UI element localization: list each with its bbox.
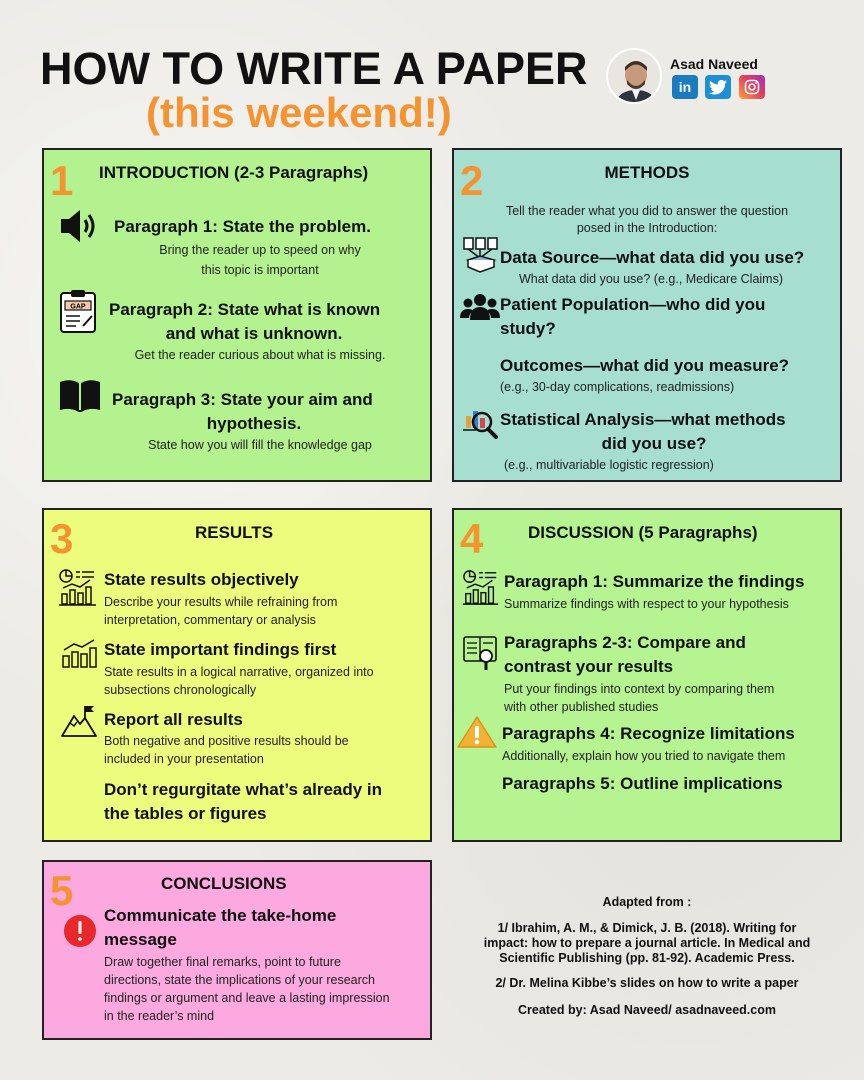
- methods-population-heading-1: Patient Population—who did you: [500, 295, 766, 314]
- section-title: METHODS: [604, 163, 690, 182]
- conclusions-heading-2: message: [104, 930, 177, 949]
- discussion-item2-heading-2: contrast your results: [504, 657, 674, 676]
- author-avatar: [606, 48, 662, 104]
- results-item2-desc-2: subsections chronologically: [104, 683, 257, 697]
- methods-outcomes-desc: (e.g., 30-day complications, readmissions): [500, 380, 735, 394]
- methods-statistics-heading-2: did you use?: [601, 434, 707, 453]
- speaker-icon: [58, 206, 100, 251]
- section-title: RESULTS: [194, 523, 274, 542]
- section-number: 3: [50, 515, 74, 562]
- twitter-icon[interactable]: [705, 75, 731, 99]
- intro-paragraph1-desc-1: Bring the reader up to speed on why: [159, 243, 361, 257]
- discussion-item3-heading: Paragraphs 4: Recognize limitations: [502, 724, 795, 743]
- results-item2-desc-1: State results in a logical narrative, organized into: [104, 665, 374, 679]
- results-item3-desc-2: included in your presentation: [104, 752, 264, 766]
- introduction-panel: [42, 148, 432, 482]
- results-item1-heading: State results objectively: [104, 570, 299, 589]
- section-number: 1: [50, 157, 74, 204]
- exclamation-icon: [63, 914, 97, 953]
- section-number: 2: [460, 157, 484, 204]
- methods-statistics-desc: (e.g., multivariable logistic regression): [504, 458, 714, 472]
- document-search-icon: [462, 634, 500, 677]
- results-item3-heading: Report all results: [104, 710, 243, 729]
- page-title: HOW TO WRITE A PAPER: [40, 43, 588, 94]
- results-item1-desc-2: interpretation, commentary or analysis: [104, 613, 316, 627]
- results-panel: [42, 508, 432, 842]
- growth-chart-icon: [60, 638, 98, 673]
- methods-lead-2: posed in the Introduction:: [576, 221, 718, 235]
- methods-lead-1: Tell the reader what you did to answer the question: [505, 204, 789, 218]
- discussion-item2-desc-2: with other published studies: [504, 700, 659, 714]
- methods-outcomes-heading: Outcomes—what did you measure?: [500, 356, 790, 375]
- chart-magnifier-icon: [462, 406, 500, 445]
- conclusions-desc-3: findings or argument and leave a lasting impression: [104, 991, 390, 1005]
- conclusions-desc-1: Draw together final remarks, point to future: [104, 955, 341, 969]
- database-icon: [462, 236, 500, 279]
- intro-paragraph3-heading-2: hypothesis.: [206, 414, 302, 433]
- mountain-flag-icon: [60, 704, 98, 743]
- methods-data-heading: Data Source—what data did you use?: [500, 248, 805, 267]
- discussion-item2-desc-1: Put your findings into context by comparing them: [504, 682, 775, 696]
- open-book-icon: [58, 378, 102, 417]
- reference-2: 2/ Dr. Melina Kibbe’s slides on how to write a paper: [495, 976, 799, 990]
- intro-paragraph1-heading: Paragraph 1: State the problem.: [114, 217, 371, 236]
- analytics-icon: [58, 568, 98, 611]
- methods-population-heading-2: study?: [500, 319, 556, 338]
- results-item3-desc-1: Both negative and positive results should be: [104, 734, 349, 748]
- adapted-from-label: Adapted from :: [602, 895, 692, 909]
- section-number: 4: [460, 515, 484, 562]
- methods-statistics-heading-1: Statistical Analysis—what methods: [500, 410, 786, 429]
- clipboard-gap-icon: [58, 288, 98, 339]
- discussion-item3-desc: Additionally, explain how you tried to navigate them: [502, 749, 786, 763]
- intro-paragraph3-desc: State how you will fill the knowledge gap: [148, 438, 372, 452]
- section-title: DISCUSSION (5 Paragraphs): [528, 523, 758, 542]
- discussion-item1-heading: Paragraph 1: Summarize the findings: [504, 572, 805, 591]
- gap-label: GAP: [70, 303, 86, 311]
- discussion-item1-desc: Summarize findings with respect to your hypothesis: [504, 597, 789, 611]
- section-title: INTRODUCTION (2-3 Paragraphs): [99, 163, 369, 182]
- discussion-item2-heading-1: Paragraphs 2-3: Compare and: [504, 633, 746, 652]
- reference-1-line-2: impact: how to prepare a journal article. In Medical and: [483, 936, 811, 950]
- warning-icon: [456, 715, 498, 754]
- intro-paragraph2-heading-2: and what is unknown.: [165, 324, 343, 343]
- discussion-panel: [452, 508, 842, 842]
- results-item4-heading-2: the tables or figures: [104, 804, 267, 823]
- author-name: Asad Naveed: [670, 56, 758, 72]
- linkedin-icon[interactable]: in: [672, 75, 698, 99]
- results-item4-heading-1: Don’t regurgitate what’s already in: [104, 780, 383, 799]
- methods-panel: [452, 148, 842, 482]
- people-group-icon: [460, 292, 500, 327]
- discussion-item4-heading: Paragraphs 5: Outline implications: [502, 774, 783, 793]
- reference-1-line-1: 1/ Ibrahim, A. M., & Dimick, J. B. (2018). Writing for: [497, 921, 797, 935]
- results-item2-heading: State important findings first: [104, 640, 337, 659]
- reference-1-line-3: Scientific Publishing (pp. 81-92). Academic Press.: [499, 951, 795, 965]
- intro-paragraph1-desc-2: this topic is important: [201, 263, 319, 277]
- intro-paragraph2-desc: Get the reader curious about what is missing.: [134, 348, 386, 362]
- page-subtitle: (this weekend!): [146, 89, 452, 136]
- conclusions-heading-1: Communicate the take-home: [104, 906, 337, 925]
- analytics-icon: [462, 568, 500, 611]
- intro-paragraph2-heading-1: Paragraph 2: State what is known: [109, 300, 381, 319]
- conclusions-desc-2: directions, state the implications of your research: [104, 973, 375, 987]
- conclusions-panel: [42, 860, 432, 1040]
- created-by: Created by: Asad Naveed/ asadnaveed.com: [518, 1003, 776, 1017]
- section-number: 5: [50, 867, 74, 914]
- results-item1-desc-1: Describe your results while refraining from: [104, 595, 338, 609]
- intro-paragraph3-heading-1: Paragraph 3: State your aim and: [112, 390, 373, 409]
- conclusions-desc-4: in the reader’s mind: [104, 1009, 215, 1023]
- instagram-icon[interactable]: [739, 75, 765, 99]
- section-title: CONCLUSIONS: [161, 874, 287, 893]
- methods-data-desc: What data did you use? (e.g., Medicare Claims): [519, 272, 784, 286]
